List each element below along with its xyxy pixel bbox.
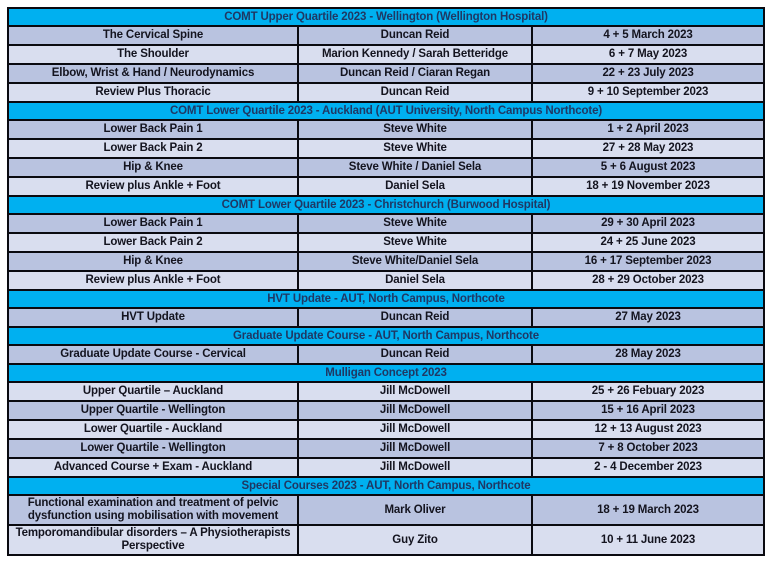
section-row: [8, 477, 764, 495]
table-row: [8, 233, 764, 252]
course-cell: Lower Quartile - Auckland: [8, 420, 298, 439]
course-cell: Hip & Knee: [8, 252, 298, 271]
presenter-cell: Steve White: [298, 120, 532, 139]
course-cell: Hip & Knee: [8, 158, 298, 177]
table-row: [8, 64, 764, 83]
course-cell: Lower Back Pain 1: [8, 120, 298, 139]
table-row: [8, 495, 764, 525]
course-cell: Upper Quartile - Wellington: [8, 401, 298, 420]
presenter-cell: Duncan Reid / Ciaran Regan: [298, 64, 532, 83]
presenter-cell: Daniel Sela: [298, 177, 532, 196]
dates-cell: 1 + 2 April 2023: [532, 120, 764, 139]
presenter-cell: Steve White / Daniel Sela: [298, 158, 532, 177]
dates-cell: 9 + 10 September 2023: [532, 83, 764, 102]
section-header: HVT Update - AUT, North Campus, Northcote: [8, 290, 764, 308]
table-row: [8, 120, 764, 139]
dates-cell: 10 + 11 June 2023: [532, 525, 764, 555]
section-row: [8, 364, 764, 382]
course-cell: Lower Back Pain 2: [8, 233, 298, 252]
schedule-body: [8, 8, 764, 555]
section-header: Mulligan Concept 2023: [8, 364, 764, 382]
dates-cell: 12 + 13 August 2023: [532, 420, 764, 439]
table-row: [8, 308, 764, 327]
dates-cell: 24 + 25 June 2023: [532, 233, 764, 252]
table-row: [8, 214, 764, 233]
dates-cell: 27 May 2023: [532, 308, 764, 327]
table-row: [8, 177, 764, 196]
presenter-cell: Duncan Reid: [298, 345, 532, 364]
table-row: [8, 158, 764, 177]
table-row: [8, 525, 764, 555]
dates-cell: 18 + 19 November 2023: [532, 177, 764, 196]
presenter-cell: Duncan Reid: [298, 308, 532, 327]
course-cell: Lower Quartile - Wellington: [8, 439, 298, 458]
dates-cell: 18 + 19 March 2023: [532, 495, 764, 525]
presenter-cell: Steve White: [298, 233, 532, 252]
section-row: [8, 290, 764, 308]
table-row: [8, 458, 764, 477]
presenter-cell: Jill McDowell: [298, 382, 532, 401]
dates-cell: 22 + 23 July 2023: [532, 64, 764, 83]
course-cell: Lower Back Pain 1: [8, 214, 298, 233]
presenter-cell: Jill McDowell: [298, 458, 532, 477]
presenter-cell: Guy Zito: [298, 525, 532, 555]
course-cell: Elbow, Wrist & Hand / Neurodynamics: [8, 64, 298, 83]
course-cell: Graduate Update Course - Cervical: [8, 345, 298, 364]
course-cell: Temporomandibular disorders – A Physiotherapists Perspective: [8, 525, 298, 555]
presenter-cell: Daniel Sela: [298, 271, 532, 290]
presenter-cell: Steve White: [298, 214, 532, 233]
dates-cell: 28 May 2023: [532, 345, 764, 364]
dates-cell: 15 + 16 April 2023: [532, 401, 764, 420]
dates-cell: 28 + 29 October 2023: [532, 271, 764, 290]
course-cell: Advanced Course + Exam - Auckland: [8, 458, 298, 477]
dates-cell: 5 + 6 August 2023: [532, 158, 764, 177]
presenter-cell: Steve White: [298, 139, 532, 158]
course-cell: Upper Quartile – Auckland: [8, 382, 298, 401]
presenter-cell: Marion Kennedy / Sarah Betteridge: [298, 45, 532, 64]
dates-cell: 27 + 28 May 2023: [532, 139, 764, 158]
section-row: [8, 8, 764, 26]
course-schedule-table: [7, 7, 765, 556]
course-cell: HVT Update: [8, 308, 298, 327]
course-cell: Review Plus Thoracic: [8, 83, 298, 102]
dates-cell: 16 + 17 September 2023: [532, 252, 764, 271]
presenter-cell: Duncan Reid: [298, 83, 532, 102]
table-row: [8, 382, 764, 401]
course-cell: Lower Back Pain 2: [8, 139, 298, 158]
presenter-cell: Mark Oliver: [298, 495, 532, 525]
table-row: [8, 139, 764, 158]
presenter-cell: Jill McDowell: [298, 439, 532, 458]
presenter-cell: Duncan Reid: [298, 26, 532, 45]
table-row: [8, 26, 764, 45]
course-cell: Review plus Ankle + Foot: [8, 177, 298, 196]
table-row: [8, 401, 764, 420]
course-cell: Functional examination and treatment of pelvic dysfunction using mobilisation with movement: [8, 495, 298, 525]
section-header: COMT Lower Quartile 2023 - Auckland (AUT University, North Campus Northcote): [8, 102, 764, 120]
section-row: [8, 196, 764, 214]
course-cell: The Cervical Spine: [8, 26, 298, 45]
section-row: [8, 327, 764, 345]
dates-cell: 2 - 4 December 2023: [532, 458, 764, 477]
table-row: [8, 439, 764, 458]
section-header: COMT Upper Quartile 2023 - Wellington (Wellington Hospital): [8, 8, 764, 26]
dates-cell: 6 + 7 May 2023: [532, 45, 764, 64]
dates-cell: 4 + 5 March 2023: [532, 26, 764, 45]
presenter-cell: Jill McDowell: [298, 420, 532, 439]
course-cell: Review plus Ankle + Foot: [8, 271, 298, 290]
section-header: Graduate Update Course - AUT, North Campus, Northcote: [8, 327, 764, 345]
presenter-cell: Jill McDowell: [298, 401, 532, 420]
table-row: [8, 420, 764, 439]
table-row: [8, 271, 764, 290]
table-row: [8, 45, 764, 64]
section-header: COMT Lower Quartile 2023 - Christchurch (Burwood Hospital): [8, 196, 764, 214]
section-row: [8, 102, 764, 120]
dates-cell: 25 + 26 Febuary 2023: [532, 382, 764, 401]
section-header: Special Courses 2023 - AUT, North Campus, Northcote: [8, 477, 764, 495]
table-row: [8, 252, 764, 271]
table-row: [8, 83, 764, 102]
table-row: [8, 345, 764, 364]
course-cell: The Shoulder: [8, 45, 298, 64]
dates-cell: 29 + 30 April 2023: [532, 214, 764, 233]
dates-cell: 7 + 8 October 2023: [532, 439, 764, 458]
presenter-cell: Steve White/Daniel Sela: [298, 252, 532, 271]
